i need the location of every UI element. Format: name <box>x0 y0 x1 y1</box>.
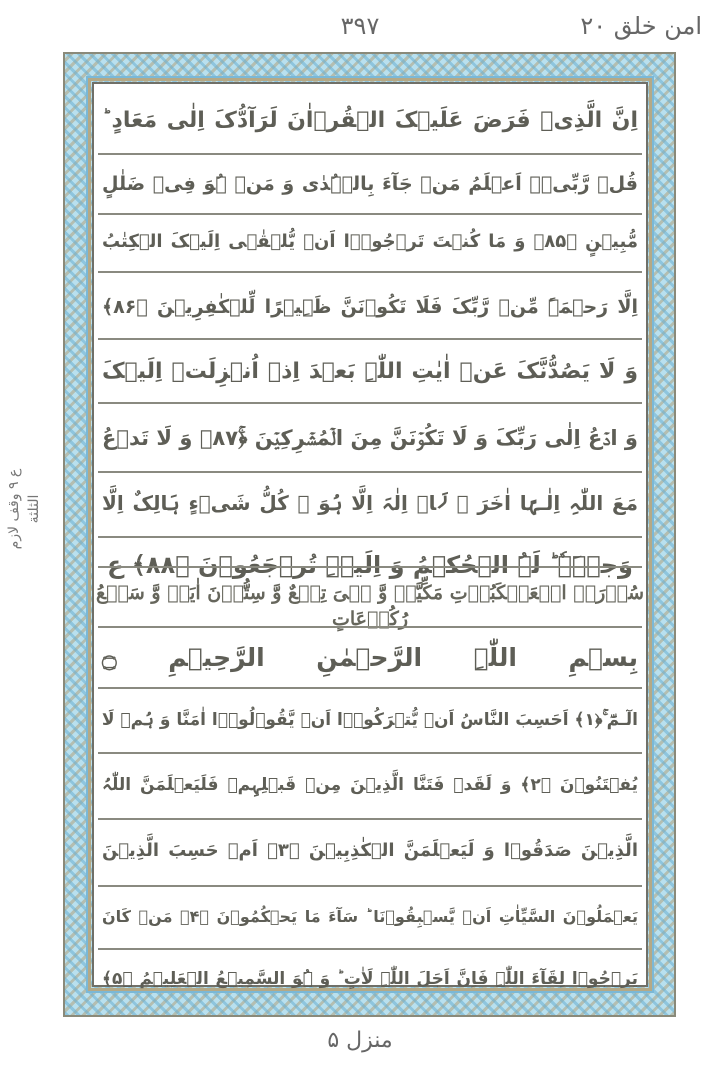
line-separator <box>98 687 642 689</box>
bismillah: بِسۡمِ اللّٰہِ الرَّحۡمٰنِ الرَّحِیۡمِ ۝ <box>102 643 638 672</box>
line-separator <box>98 752 642 754</box>
margin-note <box>4 454 50 564</box>
line-separator <box>98 818 642 820</box>
text-line: قُلۡ رَّبِّیۡۤ اَعۡلَمُ مَنۡ جَآءَ بِالۡہُدٰی وَ مَنۡ ہُوَ فِیۡ ضَلٰلٍ <box>102 173 638 195</box>
text-line: وَجۡہَہٗ ؕ لَہُ الۡحُکۡمُ وَ اِلَیۡہِ تُرۡجَعُوۡنَ ﴿۸۸﴾ ع <box>107 551 633 579</box>
line-separator <box>98 271 642 273</box>
text-line: الٓـمّٓ ۚ﴿۱﴾ اَحَسِبَ النَّاسُ اَنۡ یُّتۡرَکُوۡۤا اَنۡ یَّقُوۡلُوۡۤا اٰمَنَّا وَ ہُمۡ لَا <box>101 710 638 730</box>
text-line: یَرۡجُوۡا لِقَآءَ اللّٰہِ فَاِنَّ اَجَلَ اللّٰہِ لَاٰتٍ ؕ وَ ہُوَ السَّمِیۡعُ الۡعَلِیۡمُ ﴿۵﴾ <box>102 969 638 989</box>
line-separator <box>98 885 642 887</box>
line-separator <box>98 626 642 628</box>
text-line: اِنَّ الَّذِیۡ فَرَضَ عَلَیۡکَ الۡقُرۡاٰنَ لَرَآدُّکَ اِلٰی مَعَادٍ ؕ <box>102 108 638 133</box>
page-text-area <box>92 82 648 987</box>
page-number: ۳۹۷ <box>340 12 380 40</box>
margin-note-ruku: ع ۹ وقف لازم <box>6 468 22 550</box>
line-separator <box>98 566 642 568</box>
text-line: الَّذِیۡنَ صَدَقُوۡا وَ لَیَعۡلَمَنَّ الۡکٰذِبِیۡنَ ﴿۳﴾ اَمۡ حَسِبَ الَّذِیۡنَ <box>102 840 638 861</box>
text-line: یَعۡمَلُوۡنَ السَّیِّاٰتِ اَنۡ یَّسۡبِقُوۡنَا ؕ سَآءَ مَا یَحۡکُمُوۡنَ ﴿۴﴾ مَنۡ کَانَ <box>102 907 638 926</box>
text-line: وَ ادۡعُ اِلٰی رَبِّکَ وَ لَا تَکُوۡنَنَّ مِنَ الۡمُشۡرِکِیۡنَ ﴿ۚ۸۷﴾ وَ لَا تَدۡعُ <box>102 426 638 450</box>
margin-note-quarter: الثلثة <box>26 494 42 524</box>
text-line: اِلَّا رَحۡمَۃً مِّنۡ رَّبِّکَ فَلَا تَکُوۡنَنَّ ظَہِیۡرًا لِّلۡکٰفِرِیۡنَ ﴿۸۶﴾ <box>102 296 638 318</box>
surah-title: سُوۡرَۃُ الۡعَنۡکَبُوۡتِ مَکِّیَّۃٌ وَّ ہِیَ تِسۡعٌ وَّ سِتُّوۡنَ اٰیَۃً وَّ سَبۡعُ رُکُوۡعَاتٍ <box>95 582 644 630</box>
line-separator <box>98 402 642 404</box>
manzil-label: منزل ۵ <box>327 1028 393 1053</box>
line-separator <box>98 338 642 340</box>
text-line: مُّبِیۡنٍ ﴿۸۵﴾ وَ مَا کُنۡتَ تَرۡجُوۡۤا اَنۡ یُّلۡقٰۤی اِلَیۡکَ الۡکِتٰبُ <box>102 231 638 252</box>
text-line: یُفۡتَنُوۡنَ ﴿۲﴾ وَ لَقَدۡ فَتَنَّا الَّذِیۡنَ مِنۡ قَبۡلِہِمۡ فَلَیَعۡلَمَنَّ اللّٰہُ <box>102 775 638 795</box>
juz-label: امن خلق ۲۰ <box>580 12 702 40</box>
text-line: مَعَ اللّٰہِ اِلٰـہًا اٰخَرَ ۘ لَاۤ اِلٰہَ اِلَّا ہُوَ ۟ کُلُّ شَیۡءٍ ہَالِکٌ اِلَّا <box>102 491 638 515</box>
text-line: وَ لَا یَصُدُّنَّکَ عَنۡ اٰیٰتِ اللّٰہِ بَعۡدَ اِذۡ اُنۡزِلَتۡ اِلَیۡکَ <box>102 359 638 384</box>
line-separator <box>98 471 642 473</box>
